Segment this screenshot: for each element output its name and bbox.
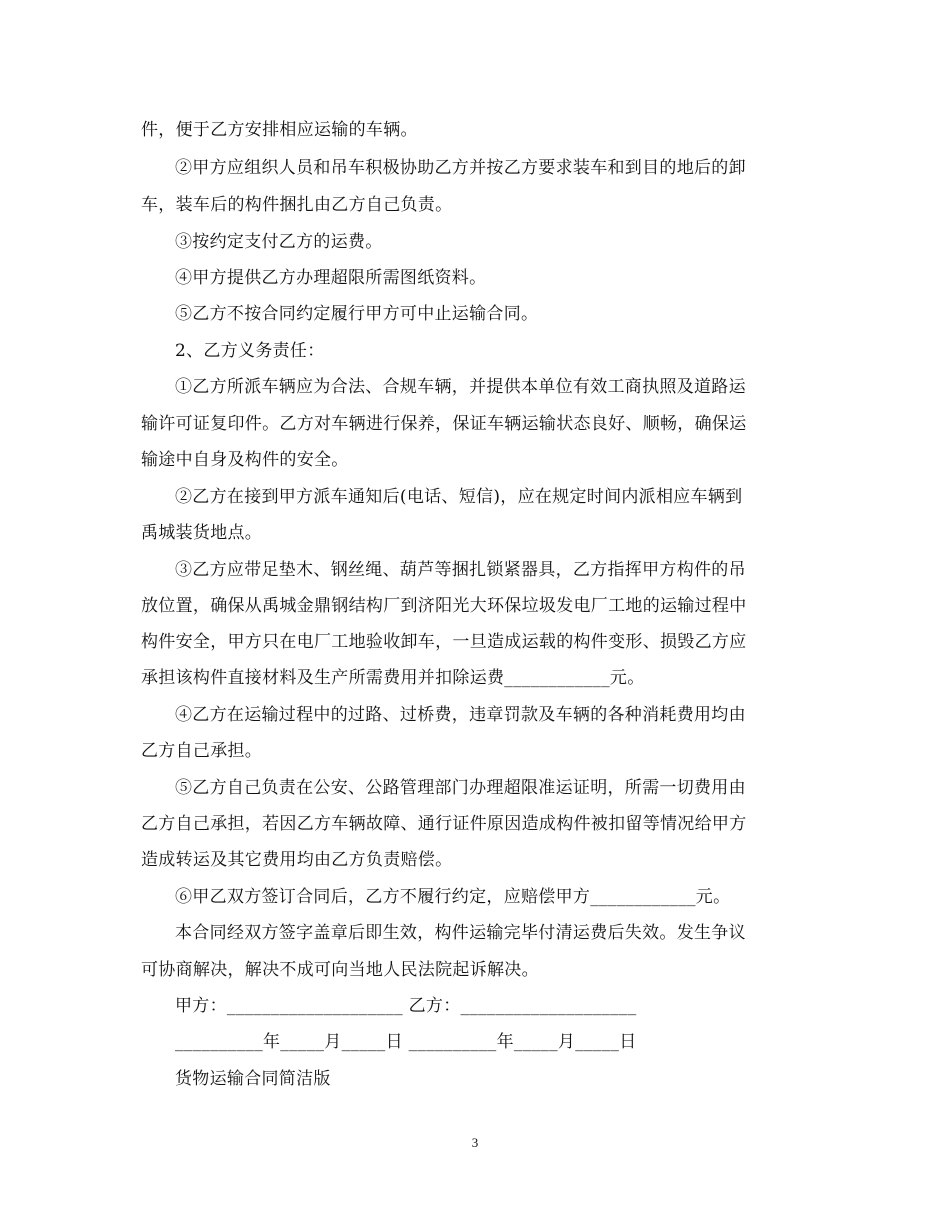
text-line: ③乙方应带足垫木、钢丝绳、葫芦等捆扎锁紧器具，乙方指挥甲方构件的吊 [175, 560, 746, 580]
text-line: 车，装车后的构件捆扎由乙方自己负责。 [141, 195, 453, 215]
text-line: 可协商解决，解决不成可向当地人民法院起诉解决。 [141, 960, 539, 980]
page-number: 3 [471, 1135, 479, 1150]
text-line: ②甲方应组织人员和吊车积极协助乙方并按乙方要求装车和到目的地后的卸 [175, 158, 746, 178]
text-line: 输途中自身及构件的安全。 [141, 450, 349, 470]
signature-line: 甲方：____________________ 乙方：____________________ [175, 996, 637, 1016]
text-line: ⑤乙方自己负责在公安、公路管理部门办理超限准运证明，所需一切费用由 [175, 778, 746, 798]
text-line: 造成转运及其它费用均由乙方负责赔偿。 [141, 850, 453, 870]
text-line: 放位置，确保从禹城金鼎钢结构厂到济阳光大环保垃圾发电厂工地的运输过程中 [141, 596, 747, 616]
text-line: ③按约定支付乙方的运费。 [175, 232, 383, 252]
text-line: 乙方自己承担，若因乙方车辆故障、通行证件原因造成构件被扣留等情况给甲方 [141, 814, 747, 834]
text-line: 承担该构件直接材料及生产所需费用并扣除运费____________元。 [141, 668, 645, 688]
text-line: ①乙方所派车辆应为合法、合规车辆，并提供本单位有效工商执照及道路运 [175, 377, 746, 397]
text-line: ④甲方提供乙方办理超限所需图纸资料。 [175, 268, 487, 288]
date-line: __________年_____月_____日 __________年_____月_____日 [175, 1032, 637, 1052]
text-line: ④乙方在运输过程中的过路、过桥费，违章罚款及车辆的各种消耗费用均由 [175, 705, 746, 725]
document-title-footer: 货物运输合同简洁版 [175, 1069, 331, 1089]
text-line: 件，便于乙方安排相应运输的车辆。 [141, 120, 418, 140]
text-line: 本合同经双方签字盖章后即生效，构件运输完毕付清运费后失效。发生争议 [175, 923, 746, 943]
text-line: ⑥甲乙双方签订合同后，乙方不履行约定，应赔偿甲方____________元。 [175, 887, 731, 907]
text-line: ⑤乙方不按合同约定履行甲方可中止运输合同。 [175, 304, 539, 324]
text-line: 构件安全，甲方只在电厂工地验收卸车，一旦造成运载的构件变形、损毁乙方应 [141, 632, 747, 652]
text-line: 输许可证复印件。乙方对车辆进行保养，保证车辆运输状态良好、顺畅，确保运 [141, 414, 747, 434]
text-line: 禹城装货地点。 [141, 523, 263, 543]
section-heading: 2、乙方义务责任： [175, 341, 325, 361]
text-line: ②乙方在接到甲方派车通知后(电话、短信)，应在规定时间内派相应车辆到 [175, 487, 743, 507]
text-line: 乙方自己承担。 [141, 741, 263, 761]
